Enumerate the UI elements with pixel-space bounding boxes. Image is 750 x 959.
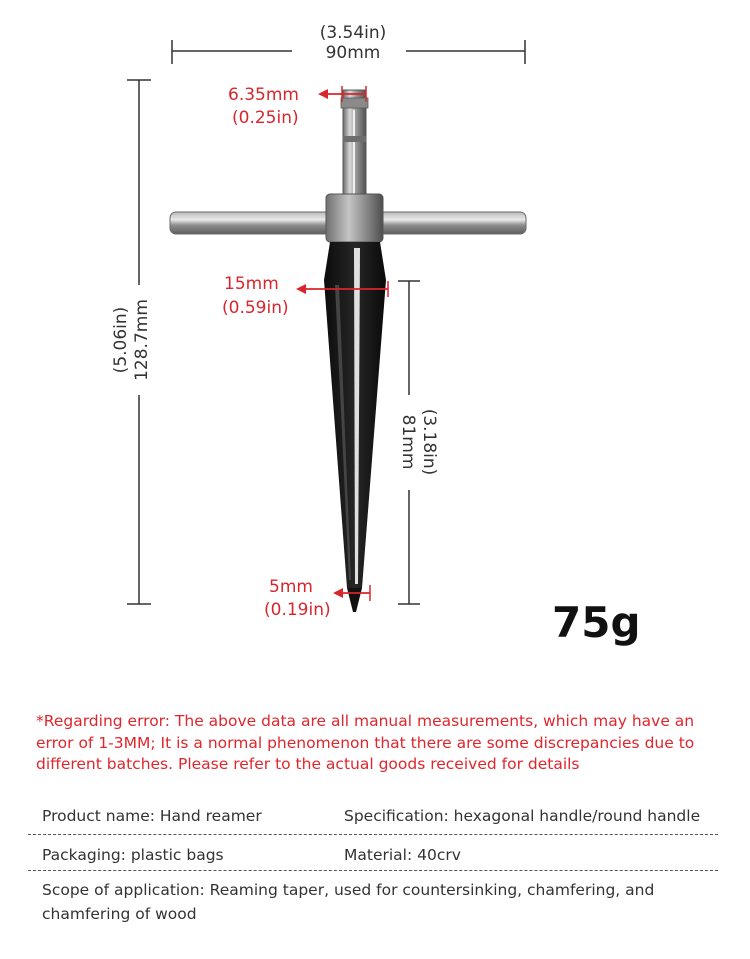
total-length-mm-label: 128.7mm xyxy=(132,299,152,381)
width-mm-label: 90mm xyxy=(325,43,381,63)
max-diameter-in-label: (0.59in) xyxy=(222,298,289,318)
product-name: Product name: Hand reamer xyxy=(42,807,262,825)
material: Material: 40crv xyxy=(344,846,461,864)
total-length-in-label: (5.06in) xyxy=(111,306,131,374)
scope-of-application: Scope of application: Reaming taper, used for countersinking, chamfering, and chamfering of wood xyxy=(42,881,655,923)
max-diameter-mm-label: 15mm xyxy=(224,274,279,294)
tip-mm-label: 5mm xyxy=(269,577,313,597)
weight-label: 75g xyxy=(552,598,641,647)
divider xyxy=(28,870,718,871)
error-note: *Regarding error: The above data are all manual measurements, which may have an error of 1-3MM; It is a normal phenomenon that there are some discrepancies due to different batches. Please refer to the actual goods received for details xyxy=(36,712,695,773)
blade-length-mm-label: 81mm xyxy=(398,414,418,470)
tip-in-label: (0.19in) xyxy=(264,600,331,620)
total-length-dimension xyxy=(111,80,152,604)
blade-length-dimension xyxy=(398,281,439,604)
hand-reamer-image xyxy=(170,90,526,612)
shank-mm-label: 6.35mm xyxy=(228,85,299,105)
shank-in-label: (0.25in) xyxy=(232,108,299,128)
specification: Specification: hexagonal handle/round handle xyxy=(344,807,701,825)
packaging: Packaging: plastic bags xyxy=(42,846,224,864)
divider xyxy=(28,834,718,835)
blade-length-in-label: (3.18in) xyxy=(419,408,439,476)
width-dimension xyxy=(172,23,525,64)
width-in-label: (3.54in) xyxy=(319,23,387,43)
